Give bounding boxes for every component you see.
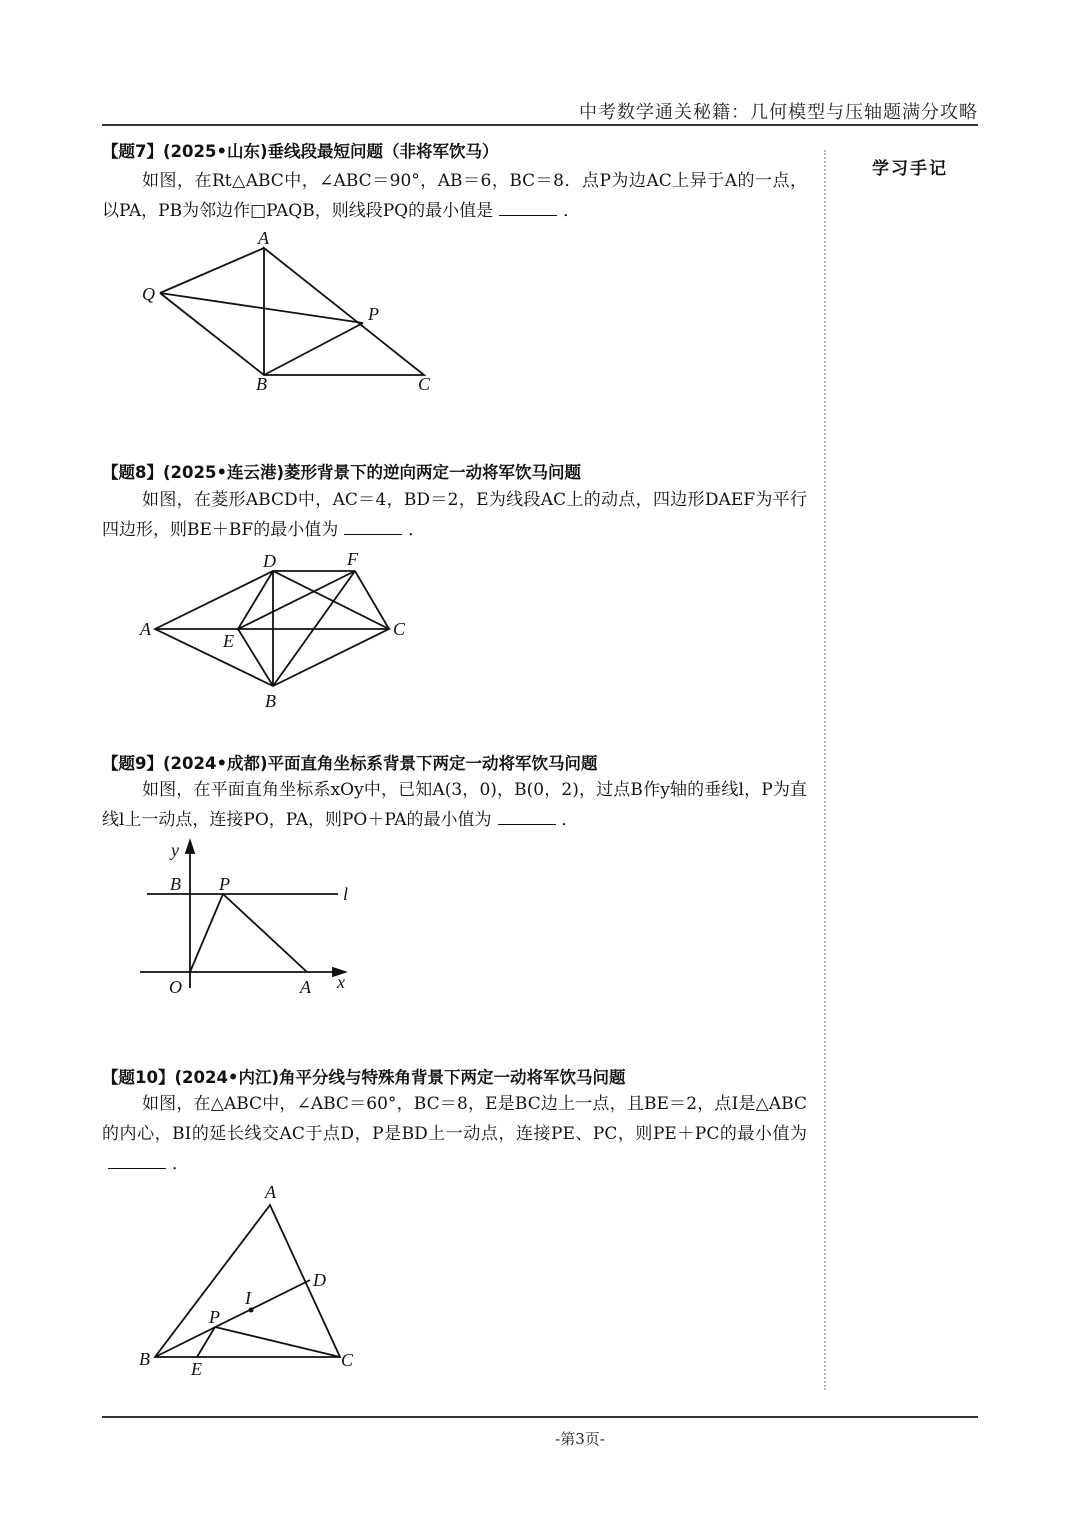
question-10-heading: 【题10】(2024•内江)角平分线与特殊角背景下两定一动将军饮马问题 bbox=[102, 1068, 626, 1087]
label-x: x bbox=[337, 972, 345, 992]
label-b: B bbox=[170, 874, 181, 894]
label-d: D bbox=[263, 551, 276, 571]
question-9-text: 如图，在平面直角坐标系xOy中，已知A(3，0)，B(0，2)，过点B作y轴的垂线l，P为直线l上一动点，连接PO，PA，则PO＋PA的最小值为 bbox=[102, 780, 807, 830]
header-rule bbox=[102, 124, 978, 126]
question-8-figure bbox=[135, 545, 425, 715]
page-number: -第3页- bbox=[555, 1430, 605, 1448]
label-l: l bbox=[343, 884, 349, 904]
label-i: I bbox=[245, 1288, 251, 1308]
question-8-end: ． bbox=[408, 520, 426, 540]
question-9-body bbox=[102, 775, 807, 835]
notes-title: 学习手记 bbox=[872, 159, 948, 179]
label-c: C bbox=[393, 619, 406, 639]
question-7-heading: 【题7】(2025•山东)垂线段最短问题（非将军饮马） bbox=[102, 142, 499, 161]
question-8-text: 如图，在菱形ABCD中，AC＝4，BD＝2，E为线段AC上的动点，四边形DAEF为平行四边形，则BE＋BF的最小值为 bbox=[102, 490, 807, 540]
question-8-body bbox=[102, 485, 807, 545]
label-a: A bbox=[258, 228, 269, 248]
notes-divider bbox=[824, 150, 826, 1390]
label-a: A bbox=[140, 619, 151, 639]
segment-pa bbox=[223, 894, 307, 972]
answer-blank bbox=[108, 1150, 166, 1169]
label-a: A bbox=[300, 977, 311, 997]
segment-qp bbox=[160, 293, 363, 323]
footer-rule bbox=[102, 1416, 978, 1418]
answer-blank bbox=[498, 806, 556, 825]
question-10-text: 如图，在△ABC中，∠ABC＝60°，BC＝8，E是BC边上一点，且BE＝2，点I是△ABC的内心，BI的延长线交AC于点D，P是BD上一动点，连接PE、PC，则PE＋PC的最小值为 bbox=[102, 1094, 807, 1144]
question-10-figure bbox=[135, 1180, 365, 1380]
label-p: P bbox=[209, 1307, 220, 1327]
segment-bd bbox=[155, 1280, 310, 1357]
y-axis-arrow bbox=[186, 841, 194, 853]
label-q: Q bbox=[142, 284, 155, 304]
label-b: B bbox=[256, 374, 267, 394]
question-7-text: 如图，在Rt△ABC中，∠ABC＝90°，AB＝6，BC＝8．点P为边AC上异于A的一点，以PA，PB为邻边作□PAQB，则线段PQ的最小值是 bbox=[102, 171, 807, 221]
label-p: P bbox=[368, 304, 379, 324]
segment-pc bbox=[215, 1327, 340, 1357]
label-e: E bbox=[223, 631, 234, 651]
question-8-heading: 【题8】(2025•连云港)菱形背景下的逆向两定一动将军饮马问题 bbox=[102, 463, 582, 482]
label-b: B bbox=[139, 1349, 150, 1369]
question-10-body bbox=[102, 1089, 807, 1179]
question-10-end: ． bbox=[172, 1154, 189, 1174]
segment-po bbox=[190, 894, 223, 972]
label-c: C bbox=[341, 1350, 354, 1370]
segment-pb bbox=[264, 323, 363, 375]
label-e: E bbox=[191, 1359, 202, 1379]
header-title: 中考数学通关秘籍：几何模型与压轴题满分攻略 bbox=[579, 102, 978, 123]
answer-blank bbox=[499, 197, 557, 216]
label-o: O bbox=[169, 977, 182, 997]
question-9-heading: 【题9】(2024•成都)平面直角坐标系背景下两定一动将军饮马问题 bbox=[102, 754, 598, 773]
label-a: A bbox=[265, 1182, 276, 1202]
label-d: D bbox=[313, 1270, 326, 1290]
label-y: y bbox=[171, 840, 179, 860]
question-7-figure bbox=[130, 228, 450, 398]
question-7-end: ． bbox=[563, 201, 581, 221]
label-b: B bbox=[265, 691, 276, 711]
segment-qa bbox=[160, 248, 264, 293]
question-9-end: ． bbox=[561, 810, 579, 830]
incenter-dot bbox=[249, 1308, 254, 1313]
label-f: F bbox=[347, 549, 358, 569]
answer-blank bbox=[344, 516, 402, 535]
label-p: P bbox=[219, 874, 230, 894]
question-9-figure bbox=[135, 838, 365, 998]
question-7-body bbox=[102, 166, 807, 226]
label-c: C bbox=[418, 374, 431, 394]
